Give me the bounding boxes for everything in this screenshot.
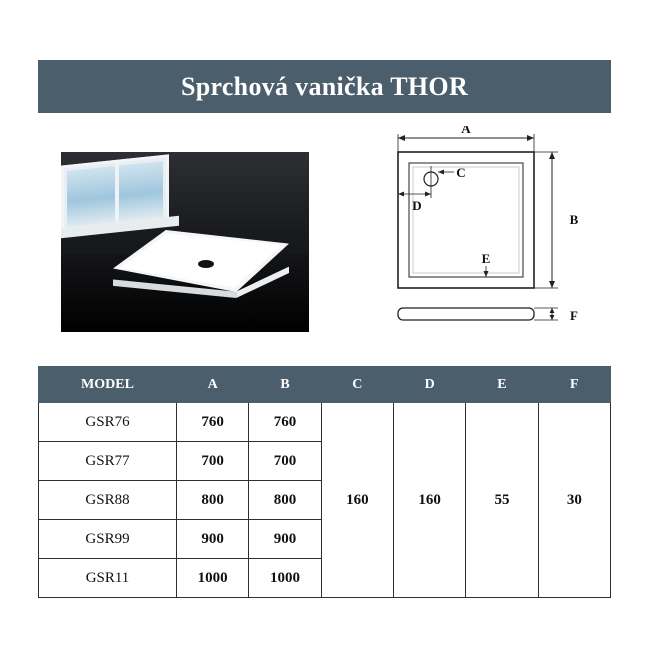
title-bar (38, 60, 611, 113)
drawing-label-D: D (412, 198, 422, 213)
col-header-a: A (177, 367, 249, 403)
cell-model: GSR76 (39, 403, 177, 442)
cell-b: 700 (249, 442, 321, 481)
photo-tray (113, 230, 289, 308)
cell-a: 900 (177, 520, 249, 559)
cell-model: GSR99 (39, 520, 177, 559)
cell-model: GSR77 (39, 442, 177, 481)
drawing-label-E: E (481, 251, 491, 266)
drawing-label-C: C (456, 165, 466, 180)
cell-model: GSR11 (39, 559, 177, 598)
product-photo (61, 152, 309, 332)
col-header-e: E (466, 367, 538, 403)
cell-model: GSR88 (39, 481, 177, 520)
col-header-f: F (538, 367, 610, 403)
col-header-b: B (249, 367, 321, 403)
col-header-c: C (321, 367, 393, 403)
cell-a: 760 (177, 403, 249, 442)
cell-d-merged: 160 (393, 403, 465, 598)
photo-window-mullion (115, 163, 119, 225)
drawing-label-B: B (569, 212, 579, 227)
col-header-d: D (393, 367, 465, 403)
cell-b: 900 (249, 520, 321, 559)
cell-f-merged: 30 (538, 403, 610, 598)
page-title: Sprchová vanička THOR (180, 71, 469, 101)
cell-a: 700 (177, 442, 249, 481)
spec-table-wrapper (38, 366, 611, 598)
cell-a: 1000 (177, 559, 249, 598)
technical-drawing (376, 126, 606, 348)
drawing-label-A: A (461, 126, 471, 136)
spec-table (38, 366, 611, 598)
cell-b: 760 (249, 403, 321, 442)
table-header-row (39, 367, 611, 403)
cell-c-merged: 160 (321, 403, 393, 598)
drawing-label-F: F (570, 308, 578, 323)
cell-e-merged: 55 (466, 403, 538, 598)
photo-drain (198, 260, 214, 268)
cell-b: 800 (249, 481, 321, 520)
col-header-model: MODEL (39, 367, 177, 403)
cell-a: 800 (177, 481, 249, 520)
table-row (39, 403, 611, 442)
cell-b: 1000 (249, 559, 321, 598)
